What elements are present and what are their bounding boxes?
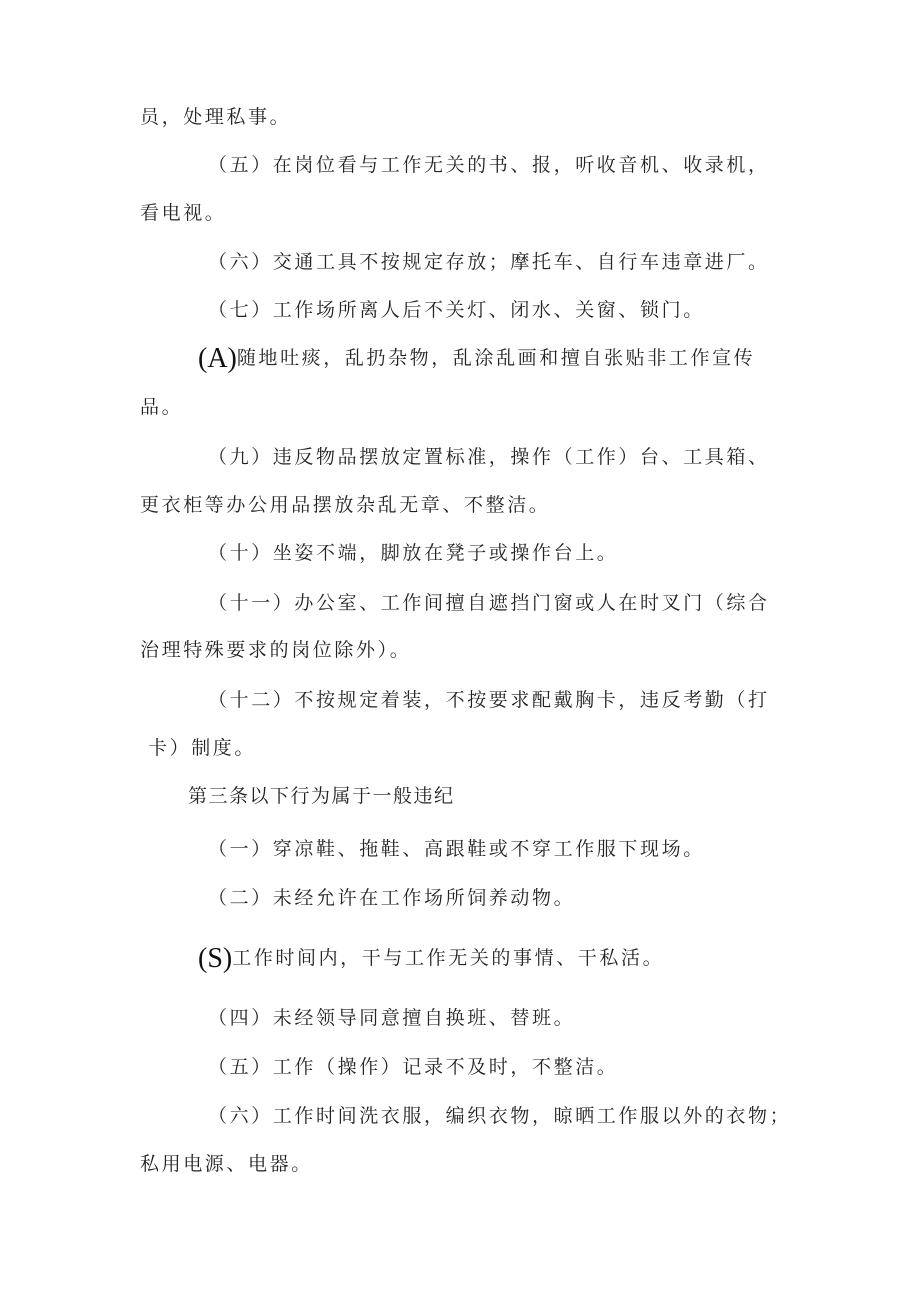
paragraph-line: 更衣柜等办公用品摆放杂乱无章、不整洁。 xyxy=(140,494,551,516)
item-marker: (A) xyxy=(198,343,237,374)
paragraph-line: 看电视。 xyxy=(140,202,227,224)
paragraph-line: （七）工作场所离人后不关灯、闭水、关窗、锁门。 xyxy=(208,299,705,321)
paragraph-line: 私用电源、电器。 xyxy=(140,1153,313,1175)
paragraph-line: 卡）制度。 xyxy=(148,737,257,759)
paragraph-line: （五）在岗位看与工作无关的书、报，听收音机、收录机， xyxy=(208,154,770,176)
paragraph-line: 治理特殊要求的岗位除外）。 xyxy=(140,639,412,661)
paragraph-line: 品。 xyxy=(140,396,184,418)
paragraph-line xyxy=(198,943,665,974)
item-text: 工作时间内，干与工作无关的事情、干私活。 xyxy=(232,947,665,969)
paragraph-line: （六）交通工具不按规定存放；摩托车、自行车违章进厂。 xyxy=(208,251,770,273)
paragraph-line: 员，处理私事。 xyxy=(140,106,292,128)
paragraph-line: （一）穿凉鞋、拖鞋、高跟鞋或不穿工作服下现场。 xyxy=(208,838,705,860)
paragraph-line: （十一）办公室、工作间擅自遮挡门窗或人在时叉门（综合 xyxy=(208,592,770,614)
paragraph-line: （九）违反物品摆放定置标准，操作（工作）台、工具箱、 xyxy=(208,446,770,468)
item-marker: (S) xyxy=(198,943,233,974)
section-heading: 第三条以下行为属于一般违纪 xyxy=(188,785,455,807)
paragraph-line: （十）坐姿不端，脚放在凳子或操作台上。 xyxy=(208,542,619,564)
paragraph-line: （五）工作（操作）记录不及时，不整洁。 xyxy=(208,1056,619,1078)
paragraph-line: （六）工作时间洗衣服，编织衣物，晾晒工作服以外的衣物； xyxy=(208,1105,792,1127)
paragraph-line: （四）未经领导同意擅自换班、替班。 xyxy=(208,1007,576,1029)
paragraph-line xyxy=(198,343,756,374)
paragraph-line: （十二）不按规定着装，不按要求配戴胸卡，违反考勤（打 xyxy=(208,689,770,711)
item-text: 随地吐痰，乱扔杂物，乱涂乱画和擅自张贴非工作宣传 xyxy=(236,347,756,369)
paragraph-line: （二）未经允许在工作场所饲养动物。 xyxy=(208,887,576,909)
